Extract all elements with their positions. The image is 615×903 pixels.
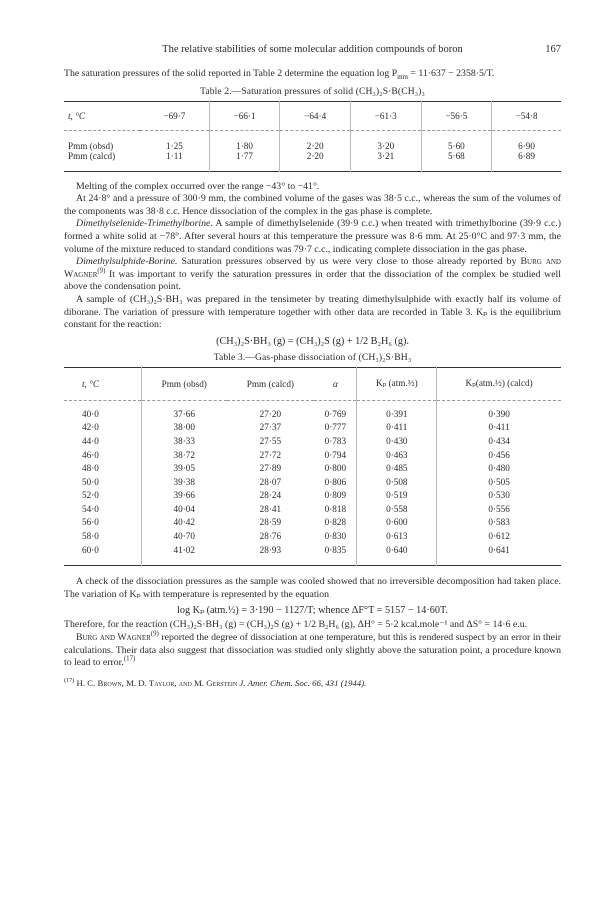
table3-row bbox=[64, 421, 561, 435]
table3-cell: 0·828 bbox=[324, 517, 347, 528]
table3-cell: 0·519 bbox=[357, 489, 437, 503]
table3-cell: 42·0 bbox=[82, 422, 99, 433]
sulphide-text-1: Saturation pressures observed by us were very close to those already reported by bbox=[177, 256, 521, 268]
table3-cell: 0·835 bbox=[324, 544, 347, 555]
table3-row bbox=[64, 476, 561, 490]
table3-cell: 28·07 bbox=[259, 476, 282, 487]
table3-cell: 0·530 bbox=[437, 489, 561, 503]
kp-equation: log Kₚ (atm.½) = 3·190 − 1127/T; whence ΔF°T = 5157 − 14·60T. bbox=[177, 605, 448, 617]
table3-cell: 28·93 bbox=[259, 544, 282, 555]
table2-temp: −66·1 bbox=[209, 101, 280, 130]
burg-paragraph bbox=[64, 632, 561, 670]
table3-cell: 40·04 bbox=[142, 503, 227, 517]
table3-cell: 0·641 bbox=[437, 544, 561, 566]
table3-cell: 0·806 bbox=[324, 476, 347, 487]
table3-cell: 28·76 bbox=[259, 531, 282, 542]
table3-header: α bbox=[314, 367, 357, 400]
selenide-paragraph bbox=[64, 218, 561, 256]
sulphide-paragraph bbox=[64, 256, 561, 294]
table3-cell: 40·42 bbox=[142, 516, 227, 530]
table3-header-row bbox=[64, 367, 561, 400]
table3-cell: 0·463 bbox=[357, 449, 437, 463]
table3-cell: 38·72 bbox=[142, 449, 227, 463]
intro-paragraph bbox=[64, 68, 561, 81]
table2-caption: Table 2.—Saturation pressures of solid (CH₃)₂S·B(CH₃)₃ bbox=[200, 85, 425, 97]
table3-cell: 39·38 bbox=[142, 476, 227, 490]
table2-cell: 6·90 bbox=[492, 141, 561, 151]
sulphide-authors: Burg and Wagner bbox=[64, 256, 561, 280]
selenide-heading: Dimethylselenide-Trimethylborine. bbox=[76, 218, 213, 230]
table3-row bbox=[64, 544, 561, 566]
table2-cell: 3·20 bbox=[350, 141, 421, 151]
intro-text-2: = 11·637 − 2358·5/T. bbox=[407, 68, 495, 79]
table3-cell: 39·05 bbox=[142, 462, 227, 476]
table3-cell: 27·72 bbox=[259, 449, 282, 460]
table2-temp: −64·4 bbox=[280, 101, 351, 130]
table3-cell: 0·640 bbox=[357, 544, 437, 566]
table2-cell: 5·68 bbox=[421, 151, 492, 161]
table2-cell: 6·89 bbox=[492, 151, 561, 161]
table2-temp: −69·7 bbox=[140, 101, 209, 130]
footnote-ref: (17) bbox=[64, 677, 75, 684]
table2-cell: 1·77 bbox=[209, 151, 280, 161]
table3-row bbox=[64, 530, 561, 544]
table3-cell: 58·0 bbox=[82, 531, 99, 542]
table3-cell: 27·20 bbox=[259, 408, 282, 419]
page-number: 167 bbox=[545, 44, 561, 55]
table2-spacer bbox=[64, 161, 561, 172]
table3-cell: 0·430 bbox=[357, 435, 437, 449]
table3-body bbox=[64, 400, 561, 566]
table3-cell: 0·411 bbox=[437, 421, 561, 435]
table3-cell: 0·800 bbox=[324, 463, 347, 474]
table2-temp: −56·5 bbox=[421, 101, 492, 130]
table2-obsd-label: Pmm (obsd) bbox=[68, 140, 114, 151]
table2-cell: 3·21 bbox=[350, 151, 421, 161]
footnote-journal: J. Amer. Chem. Soc. 66, 431 (1944). bbox=[237, 677, 367, 688]
table3-cell: 60·0 bbox=[82, 544, 99, 555]
selenide-text: A sample of dimethylselenide (39·9 c.c.) when treated with trimethylborine (39·9 c.c.) formed a white solid at −78°. After several hours at this temperature the pressure was 8·6 mm. At 25·0°C and 97·3 mm, the volume of the mixture reduced to standard conditions was 79·7 c.c., indicating complete dissociation in the gas phase. bbox=[64, 218, 561, 255]
table3-row bbox=[64, 516, 561, 530]
table3-cell: 27·37 bbox=[259, 422, 282, 433]
table3-cell: 28·59 bbox=[259, 517, 282, 528]
table3-cell: 0·777 bbox=[324, 422, 347, 433]
table2-t-header: t, °C bbox=[64, 101, 140, 130]
table2-calcd-row bbox=[64, 151, 561, 161]
table3-cell: 28·41 bbox=[259, 503, 282, 514]
table2-temp: −54·8 bbox=[492, 101, 561, 130]
table3-cell: 40·0 bbox=[82, 408, 99, 419]
table3-row bbox=[64, 435, 561, 449]
reaction-equation: (CH₃)₂S·BH₃ (g) = (CH₃)₂S (g) + 1/2 B₂H₆ (g). bbox=[216, 335, 409, 347]
table3-cell: 41·02 bbox=[142, 544, 227, 566]
table3-cell: 0·818 bbox=[324, 503, 347, 514]
table3-cell: 56·0 bbox=[82, 517, 99, 528]
table3-cell: 0·391 bbox=[357, 400, 437, 421]
table3-cell: 0·508 bbox=[357, 476, 437, 490]
table3-cell: 0·809 bbox=[324, 490, 347, 501]
burg-authors: Burg and Wagner bbox=[76, 632, 151, 644]
footnote-authors: H. C. Brown, M. D. Taylor, and M. Gerstein bbox=[76, 677, 238, 688]
table2-cell: 5·60 bbox=[421, 141, 492, 151]
table3-cell: 0·390 bbox=[437, 400, 561, 421]
melting-paragraph: Melting of the complex occurred over the range −43° to −41°. bbox=[76, 180, 320, 192]
footnote bbox=[64, 678, 561, 689]
table3-cell: 27·89 bbox=[259, 463, 282, 474]
table2-calcd-label: Pmm (calcd) bbox=[68, 150, 116, 161]
table3-cell: 0·485 bbox=[357, 462, 437, 476]
table3-cell: 44·0 bbox=[82, 435, 99, 446]
intro-subscript: mm bbox=[397, 73, 408, 81]
burg-text: reported the degree of dissociation at one temperature, but this is rendered suspect by an error in their calculations. Their data also suggest that dissociation was studied only slightly above the saturation point, a procedure known to lead to error. bbox=[64, 632, 562, 669]
table3-cell: 0·612 bbox=[437, 530, 561, 544]
table2-temp: −61·3 bbox=[350, 101, 421, 130]
running-header bbox=[64, 44, 561, 60]
table2-cell: 2·20 bbox=[280, 141, 351, 151]
table3-cell: 54·0 bbox=[82, 503, 99, 514]
table3-cell: 50·0 bbox=[82, 476, 99, 487]
table3-row bbox=[64, 400, 561, 421]
table2-cell: 1·11 bbox=[166, 150, 183, 161]
table2-cell: 2·20 bbox=[280, 151, 351, 161]
table3-cell: 0·769 bbox=[324, 408, 347, 419]
table3-cell: 52·0 bbox=[82, 490, 99, 501]
table3 bbox=[64, 367, 561, 567]
table2 bbox=[64, 101, 561, 172]
table3-cell: 0·456 bbox=[437, 449, 561, 463]
table3-row bbox=[64, 503, 561, 517]
sulphide-text-2: It was important to verify the saturation pressures in order that the dissociation of the complex be studied well above the condensation point. bbox=[64, 268, 561, 293]
table3-header: t, °C bbox=[64, 367, 142, 400]
table3-cell: 0·830 bbox=[324, 531, 347, 542]
table3-row bbox=[64, 489, 561, 503]
dissociation-paragraph: At 24·8° and a pressure of 300·9 mm, the combined volume of the gases was 38·5 c.c., whereas the sum of the volumes of the components was 38·8 c.c. Hence dissociation of the complex in the gas phase is complete. bbox=[64, 193, 561, 217]
sulphide-heading: Dimethylsulphide-Borine. bbox=[76, 256, 178, 268]
table3-cell: 46·0 bbox=[82, 449, 99, 460]
running-title: The relative stabilities of some molecular addition compounds of boron bbox=[162, 44, 463, 55]
table3-header: Kₚ(atm.½) (calcd) bbox=[437, 367, 561, 400]
intro-text-1: The saturation pressures of the solid reported in Table 2 determine the equation log P bbox=[64, 68, 398, 79]
table3-cell: 40·70 bbox=[142, 530, 227, 544]
table3-cell: 38·00 bbox=[142, 421, 227, 435]
therefore-paragraph: Therefore, for the reaction (CH₃)₂S·BH₃ (g) = (CH₃)₂S (g) + 1/2 B₂H₆ (g), ΔH° = 5·2 kcal.mole⁻¹ and ΔS° = 14·6 e.u. bbox=[64, 619, 528, 631]
table3-cell: 38·33 bbox=[142, 435, 227, 449]
table3-cell: 0·434 bbox=[437, 435, 561, 449]
table3-cell: 0·480 bbox=[437, 462, 561, 476]
table3-cell: 28·24 bbox=[259, 490, 282, 501]
sample-paragraph: A sample of (CH₃)₂S·BH₃ was prepared in the tensimeter by treating dimethylsulphide with exactly half its volume of diborane. The variation of pressure with temperature together with other data are recorded in Table 3. Kₚ is the equilibrium constant for the reaction: bbox=[64, 293, 561, 331]
table3-cell: 48·0 bbox=[82, 463, 99, 474]
table3-cell: 27·55 bbox=[259, 435, 282, 446]
table3-row bbox=[64, 462, 561, 476]
table3-cell: 0·558 bbox=[357, 503, 437, 517]
table3-header: Pmm (obsd) bbox=[142, 367, 227, 400]
table3-cell: 0·794 bbox=[324, 449, 347, 460]
table3-cell: 0·411 bbox=[357, 421, 437, 435]
table3-header: Kₚ (atm.½) bbox=[357, 367, 437, 400]
burg-ref-2: (17) bbox=[123, 655, 136, 663]
check-paragraph: A check of the dissociation pressures as the sample was cooled showed that no irreversible decomposition had taken place. The variation of Kₚ with temperature is represented by the equation bbox=[64, 576, 561, 600]
page bbox=[64, 44, 561, 689]
table3-cell: 0·505 bbox=[437, 476, 561, 490]
table3-cell: 39·66 bbox=[142, 489, 227, 503]
table3-cell: 0·583 bbox=[437, 516, 561, 530]
table3-cell: 0·556 bbox=[437, 503, 561, 517]
sulphide-ref: (9) bbox=[97, 267, 106, 275]
table3-header: Pmm (calcd) bbox=[227, 367, 315, 400]
table2-spacer bbox=[64, 130, 561, 141]
table3-row bbox=[64, 449, 561, 463]
burg-ref: (9) bbox=[150, 630, 159, 638]
table2-cell: 1·80 bbox=[209, 141, 280, 151]
table3-cell: 0·613 bbox=[357, 530, 437, 544]
table2-header-row bbox=[64, 101, 561, 130]
table3-cell: 37·66 bbox=[142, 400, 227, 421]
table3-cell: 0·600 bbox=[357, 516, 437, 530]
table3-caption: Table 3.—Gas-phase dissociation of (CH₃)₂S·BH₃ bbox=[213, 351, 412, 363]
table2-cell: 1·25 bbox=[165, 140, 183, 151]
table2-obsd-row bbox=[64, 141, 561, 151]
table3-cell: 0·783 bbox=[324, 435, 347, 446]
